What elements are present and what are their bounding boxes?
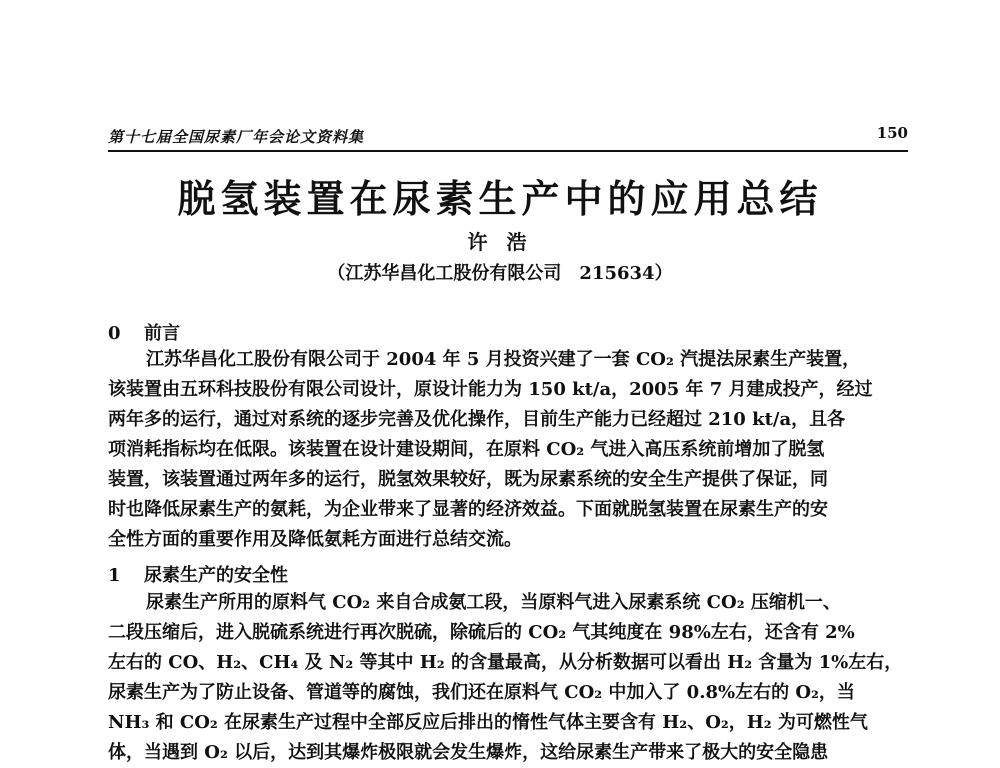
- text-line: 两年多的运行，通过对系统的逐步完善及优化操作，目前生产能力已经超过 210 kt/a，且各: [108, 409, 846, 430]
- paper-title: 脱氢装置在尿素生产中的应用总结: [177, 176, 823, 221]
- section-heading-preface: [108, 319, 180, 345]
- text-line: 装置，该装置通过两年多的运行，脱氢效果较好，既为尿素系统的安全生产提供了保证，同: [108, 469, 828, 490]
- safety-paragraph: [108, 588, 908, 768]
- text-line: 体，当遇到 O₂ 以后，达到其爆炸极限就会发生爆炸，这给尿素生产带来了极大的安全隐患: [108, 742, 829, 763]
- section-heading-safety: [108, 561, 288, 587]
- author-affiliation: （江苏华昌化工股份有限公司 215634）: [327, 263, 673, 284]
- section-title: 前言: [144, 323, 180, 344]
- text-line: 二段压缩后，进入脱硫系统进行再次脱硫，除硫后的 CO₂ 气其纯度在 98%左右，还含有 2%: [108, 622, 855, 643]
- running-header: [108, 124, 908, 152]
- section-number: 0: [108, 323, 121, 344]
- journal-title: 第十七届全国尿素厂年会论文资料集: [108, 128, 365, 146]
- text-line: 项消耗指标均在低限。该装置在设计建设期间，在原料 CO₂ 气进入高压系统前增加了脱氢: [108, 439, 825, 460]
- preface-paragraph: [108, 345, 908, 555]
- section-title: 尿素生产的安全性: [144, 565, 288, 586]
- text-line: NH₃ 和 CO₂ 在尿素生产过程中全部反应后排出的惰性气体主要含有 H₂、O₂，H₂ 为可燃性气: [108, 712, 868, 733]
- text-line: 左右的 CO、H₂、CH₄ 及 N₂ 等其中 H₂ 的含量最高，从分析数据可以看出 H₂ 含量为 1%左右，: [108, 652, 903, 673]
- page-number: 150: [876, 124, 908, 142]
- text-line: 江苏华昌化工股份有限公司于 2004 年 5 月投资兴建了一套 CO₂ 汽提法尿素生产装置，: [146, 349, 861, 370]
- text-line: 该装置由五环科技股份有限公司设计，原设计能力为 150 kt/a，2005 年 7 月建成投产，经过: [108, 379, 873, 400]
- text-line: 全性方面的重要作用及降低氨耗方面进行总结交流。: [108, 529, 522, 550]
- text-line: 时也降低尿素生产的氨耗，为企业带来了显著的经济效益。下面就脱氢装置在尿素生产的安: [108, 499, 828, 520]
- author-name: 许 浩: [467, 230, 533, 254]
- text-line: 尿素生产为了防止设备、管道等的腐蚀，我们还在原料气 CO₂ 中加入了 0.8%左右的 O₂，当: [108, 682, 855, 703]
- section-number: 1: [108, 565, 121, 586]
- text-line: 尿素生产所用的原料气 CO₂ 来自合成氨工段，当原料气进入尿素系统 CO₂ 压缩机一、: [146, 592, 841, 613]
